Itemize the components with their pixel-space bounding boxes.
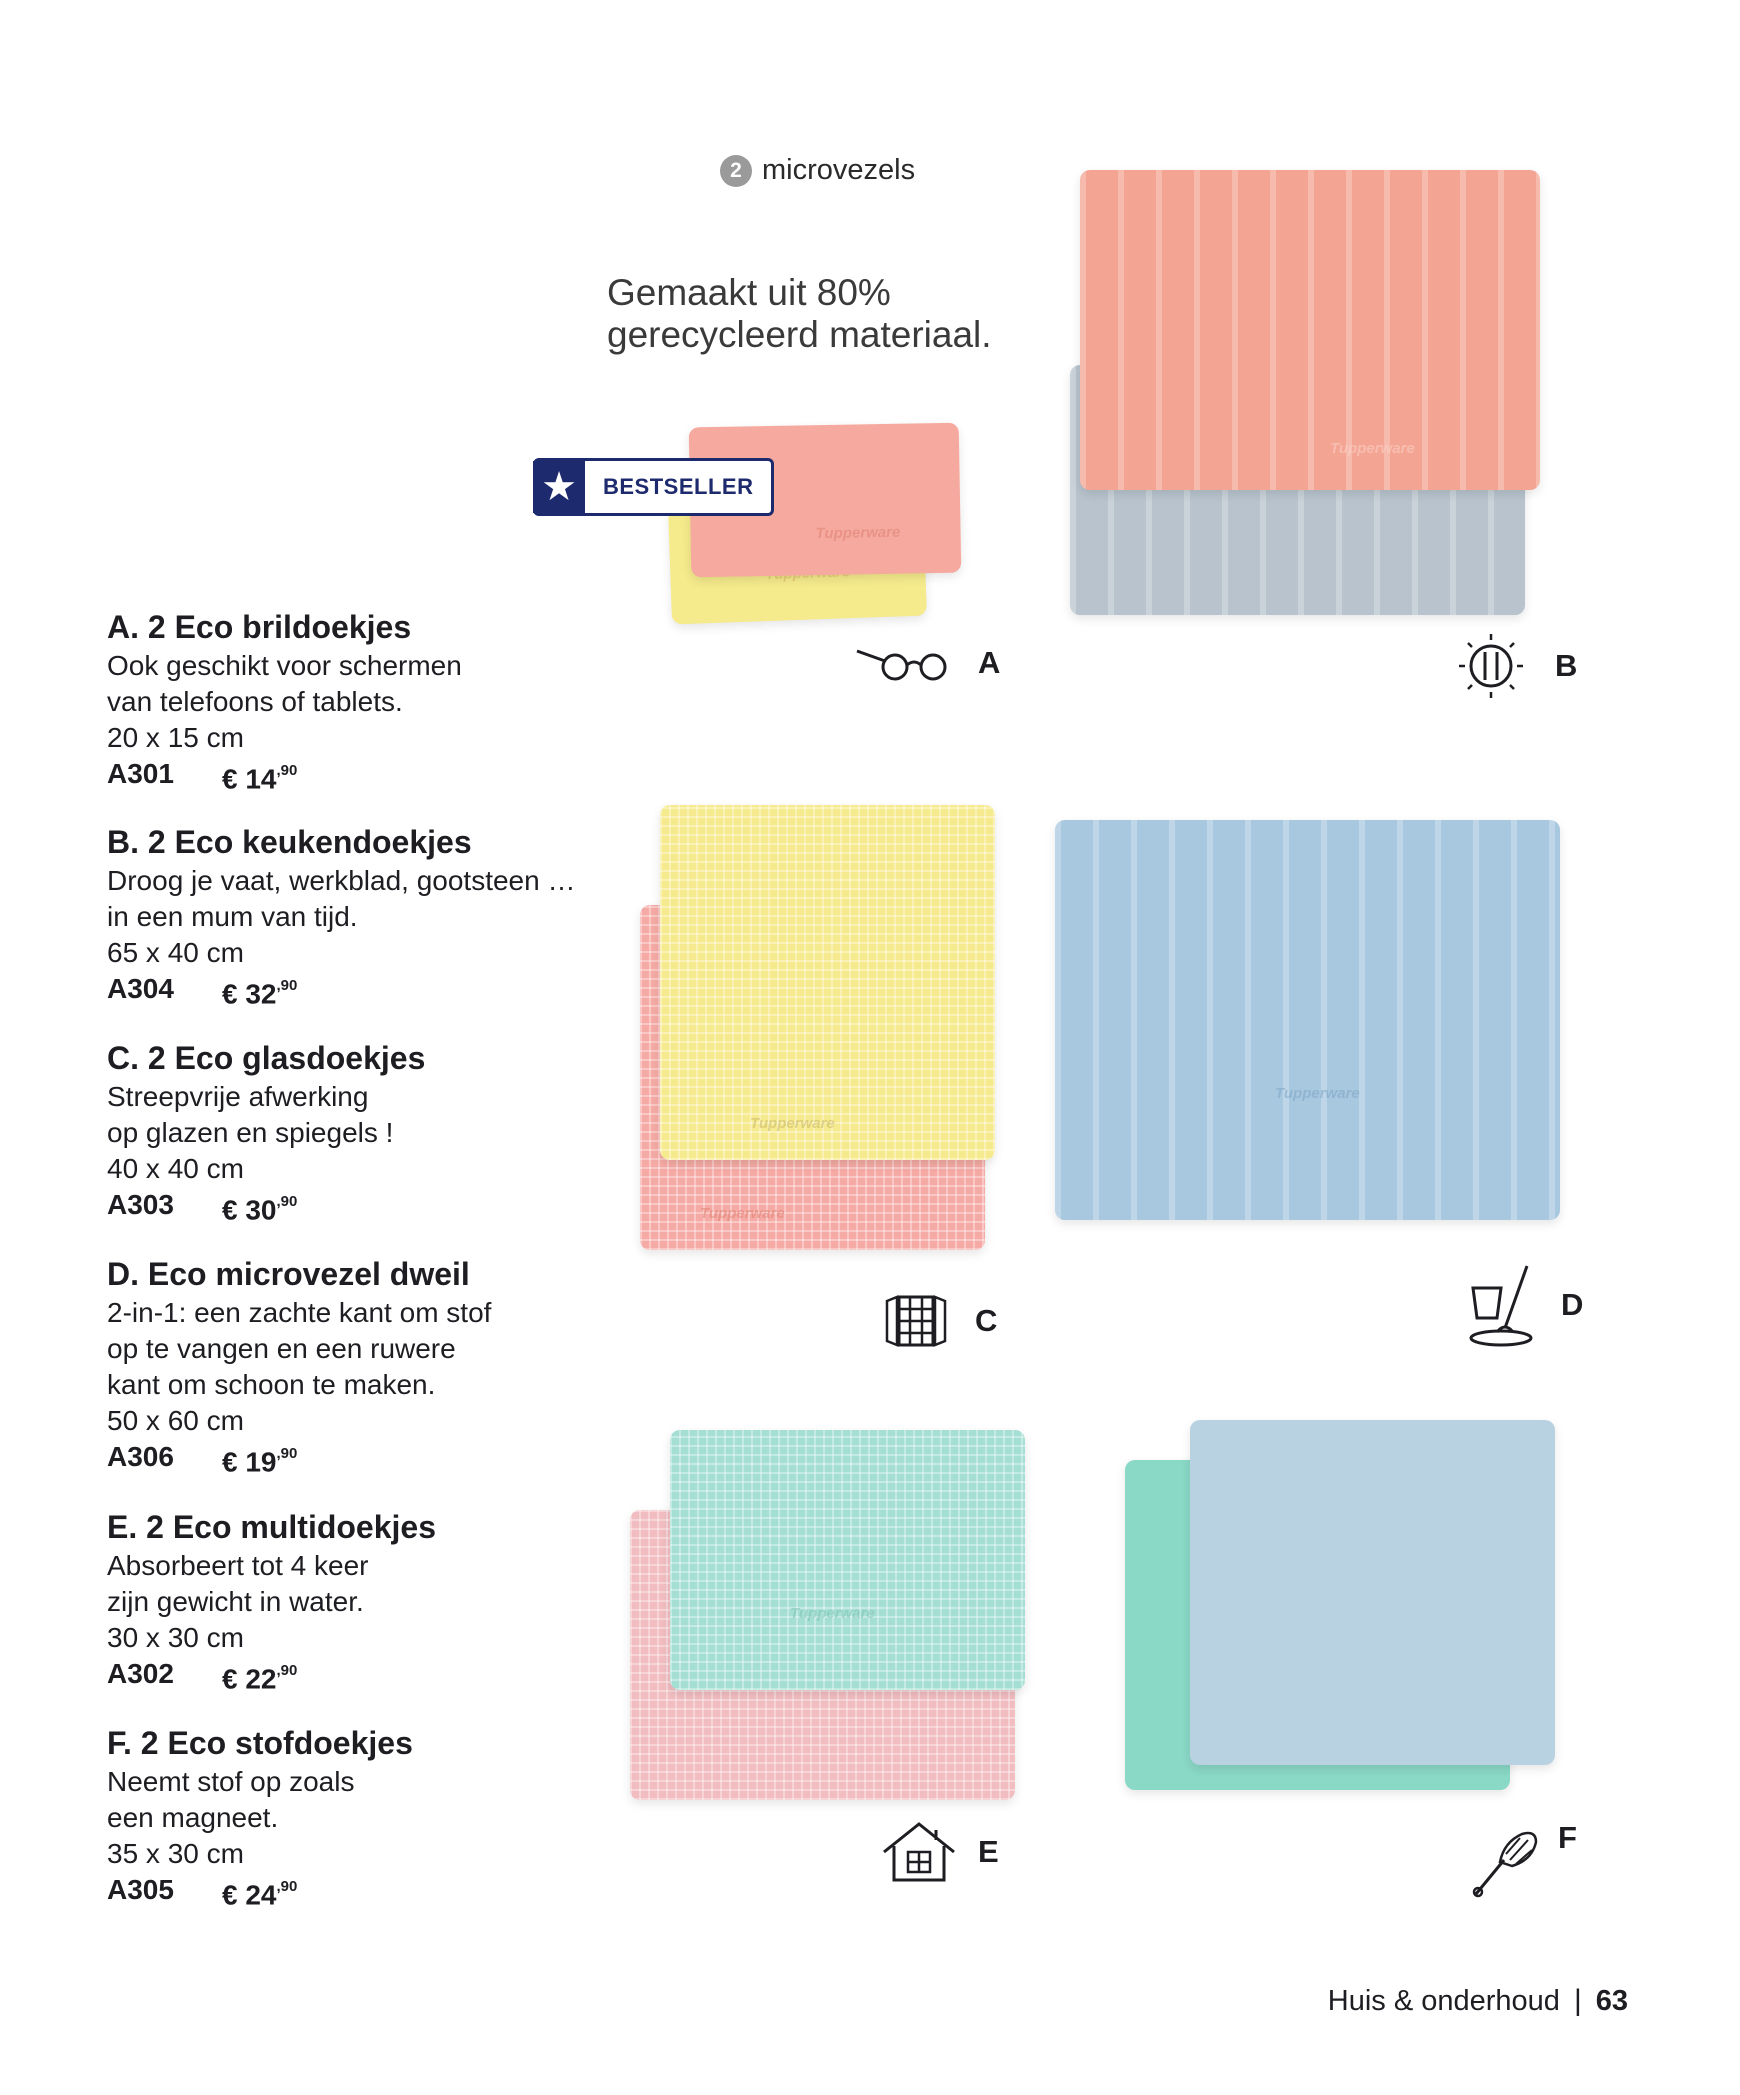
- product-title: C. 2 Eco glasdoekjes: [107, 1040, 426, 1076]
- marker-letter: F: [1558, 1820, 1577, 1855]
- product-code: A304: [107, 973, 174, 1004]
- cloth-pink: Tupperware: [689, 423, 962, 578]
- section-name: Huis & onderhoud: [1327, 1984, 1560, 2017]
- product-b: [107, 823, 667, 1012]
- marker-letter: E: [978, 1834, 999, 1869]
- price-row: [107, 1187, 667, 1228]
- cloth-yellow: Tupperware: [660, 805, 995, 1160]
- price: € $22^{,90}$: [222, 1662, 298, 1695]
- bestseller-badge: [533, 458, 774, 516]
- price: € $30^{,90}$: [222, 1193, 298, 1226]
- price: € $19^{,90}$: [222, 1445, 298, 1478]
- product-code: A302: [107, 1658, 174, 1689]
- cloth-blue: Tupperware: [1055, 820, 1560, 1220]
- product-size: 65 x 40 cm: [107, 937, 244, 968]
- product-desc: kant om schoon te maken.: [107, 1369, 436, 1400]
- marker-letter: B: [1555, 648, 1578, 683]
- cloth-pink: Tupperware: [1080, 170, 1540, 490]
- product-e: [107, 1508, 667, 1697]
- product-desc: 2-in-1: een zachte kant om stof: [107, 1297, 492, 1328]
- marker-letter: A: [978, 645, 1001, 680]
- star-icon: ★: [533, 461, 585, 513]
- product-size: 20 x 15 cm: [107, 722, 244, 753]
- product-code: A303: [107, 1189, 174, 1220]
- product-desc: Neemt stof op zoals: [107, 1766, 355, 1797]
- page-number: 63: [1595, 1984, 1628, 2017]
- recycled-line-1: Gemaakt uit 80%: [607, 272, 891, 313]
- product-title: D. Eco microvezel dweil: [107, 1256, 470, 1292]
- product-size: 30 x 30 cm: [107, 1622, 244, 1653]
- window-icon: [885, 1293, 947, 1349]
- product-image-f: [1125, 1420, 1565, 1810]
- bucket-mop-icon: [1465, 1262, 1537, 1348]
- product-size: 50 x 60 cm: [107, 1405, 244, 1436]
- marker-letter: D: [1561, 1287, 1584, 1322]
- cloth-pink: Tupperware: [640, 905, 985, 1250]
- recycled-note: [607, 272, 1067, 356]
- product-title: E. 2 Eco multidoekjes: [107, 1509, 436, 1545]
- product-code: A305: [107, 1874, 174, 1905]
- price-row: [107, 1656, 667, 1697]
- product-image-a: [665, 420, 965, 630]
- product-code: A301: [107, 758, 174, 789]
- product-title: F. 2 Eco stofdoekjes: [107, 1725, 413, 1761]
- plate-cutlery-icon: [1455, 630, 1527, 702]
- product-title: A. 2 Eco brildoekjes: [107, 609, 412, 645]
- product-code: A306: [107, 1441, 174, 1472]
- product-desc: Ook geschikt voor schermen: [107, 650, 462, 681]
- product-image-b: [1065, 165, 1545, 625]
- marker-f: [1470, 1820, 1577, 1900]
- product-c: [107, 1039, 667, 1228]
- product-image-d: [1055, 805, 1565, 1225]
- marker-e: [880, 1820, 999, 1884]
- product-f: [107, 1724, 667, 1913]
- product-desc: Absorbeert tot 4 keer: [107, 1550, 369, 1581]
- marker-letter: C: [975, 1303, 998, 1338]
- recycled-line-2: gerecycleerd materiaal.: [607, 314, 992, 355]
- product-desc: Streepvrije afwerking: [107, 1081, 369, 1112]
- fiber-label: microvezels: [762, 154, 916, 186]
- fiber-info: [720, 154, 915, 187]
- bestseller-label: BESTSELLER: [603, 474, 754, 499]
- fiber-count-badge: 2: [720, 155, 752, 187]
- price: € $14^{,90}$: [222, 762, 298, 795]
- page-footer: [1328, 1984, 1628, 2018]
- product-desc: zijn gewicht in water.: [107, 1586, 364, 1617]
- cloth-blue: [1190, 1420, 1555, 1765]
- product-desc: Droog je vaat, werkblad, gootsteen …: [107, 865, 576, 896]
- price-row: [107, 1872, 667, 1913]
- product-size: 35 x 30 cm: [107, 1838, 244, 1869]
- cloth-mint: Tupperware: [670, 1430, 1025, 1690]
- product-desc: op te vangen en een ruwere: [107, 1333, 456, 1364]
- price: € $32^{,90}$: [222, 977, 298, 1010]
- price: € $24^{,90}$: [222, 1878, 298, 1911]
- product-desc: van telefoons of tablets.: [107, 686, 403, 717]
- feather-duster-icon: [1470, 1820, 1540, 1900]
- product-image-e: [630, 1430, 1030, 1810]
- product-size: 40 x 40 cm: [107, 1153, 244, 1184]
- price-row: [107, 756, 667, 797]
- product-desc: in een mum van tijd.: [107, 901, 358, 932]
- glasses-icon: [855, 643, 950, 683]
- price-row: [107, 971, 667, 1012]
- product-desc: op glazen en spiegels !: [107, 1117, 394, 1148]
- product-desc: een magneet.: [107, 1802, 279, 1833]
- product-title: B. 2 Eco keukendoekjes: [107, 824, 472, 860]
- price-row: [107, 1439, 667, 1480]
- marker-b: [1455, 630, 1577, 702]
- house-icon: [880, 1820, 958, 1884]
- product-image-c: [640, 805, 1000, 1255]
- footer-separator: |: [1573, 1984, 1582, 2017]
- product-a: [107, 608, 667, 797]
- marker-a: [855, 643, 1000, 683]
- marker-d: [1465, 1262, 1583, 1348]
- product-d: [107, 1255, 667, 1480]
- marker-c: [885, 1293, 997, 1349]
